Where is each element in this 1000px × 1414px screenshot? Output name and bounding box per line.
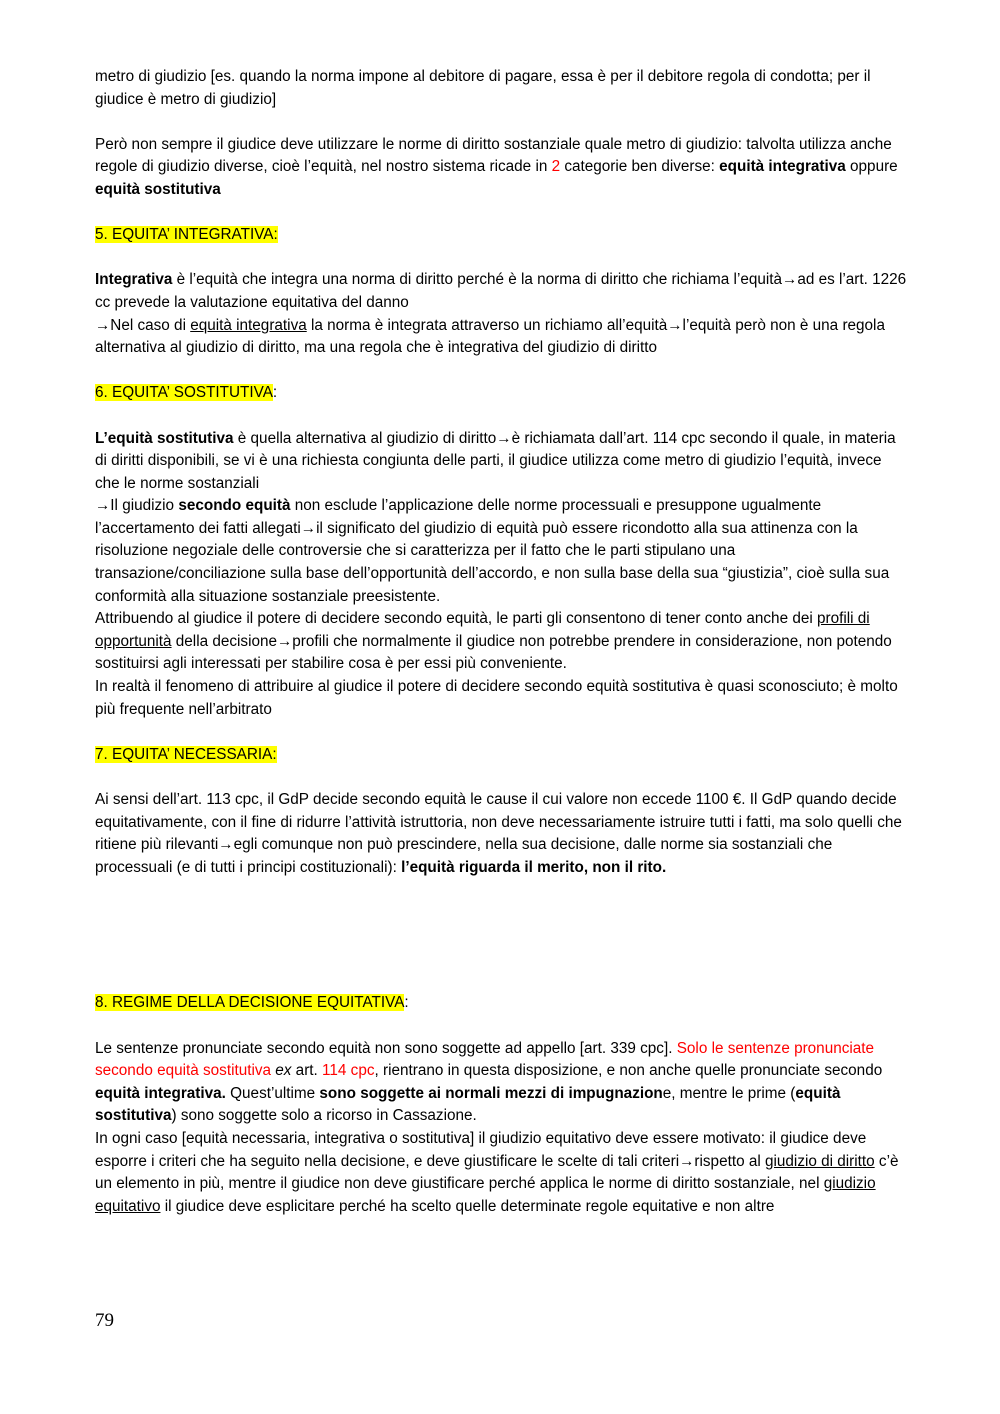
- section6-paragraph-3: Attribuendo al giudice il potere di decidere secondo equità, le parti gli consentono di tener conto anche dei profili di opportunità della decisione→profili che normalmente il giudice non potrebbe prendere in considerazione, non potendo sostituirsi agli interessati per stabilire cosa è per essi più conveniente.: [95, 610, 892, 673]
- heading-7: 7. EQUITA’ NECESSARIA:: [95, 745, 277, 763]
- heading-6: 6. EQUITA’ SOSTITUTIVA:: [95, 384, 278, 402]
- heading-8: 8. REGIME DELLA DECISIONE EQUITATIVA:: [95, 994, 409, 1012]
- section7-paragraph-1: Ai sensi dell’art. 113 cpc, il GdP decide secondo equità le cause il cui valore non eccede 1100 €. Il GdP quando decide equitativamente, con il fine di ridurre l’attività istruttoria, non deve necessariamente istruire tutti i fatti, ma solo quelli che ritiene più rilevanti→egli comunque non può prescindere, nella sua decisione, dalle norme sia sostanziali che processuali (e di tutti i principi costituzionali): l’equità riguarda il merito, non il rito.: [95, 791, 902, 876]
- intro-paragraph: metro di giudizio [es. quando la norma impone al debitore di pagare, essa è per il debitore regola di condotta; per il giudice è metro di giudizio]: [95, 68, 871, 108]
- section5-paragraph-2: →Nel caso di equità integrativa la norma è integrata attraverso un richiamo all’equità→l’equità però non è una regola alternativa al giudizio di diritto, ma una regola che è integrativa del giudizio di diritto: [95, 316, 885, 357]
- page-content: [95, 66, 910, 1218]
- section8-paragraph-1: Le sentenze pronunciate secondo equità non sono soggette ad appello [art. 339 cpc]. Solo le sentenze pronunciate secondo equità sostitutiva ex art. 114 cpc, rientrano in questa disposizione, e non anche quelle pronunciate secondo equità integrativa. Quest’ultime sono soggette ai normali mezzi di impugnazione, mentre le prime (equità sostitutiva) sono soggette solo a ricorso in Cassazione.: [95, 1039, 883, 1125]
- page-number: 79: [95, 1310, 114, 1331]
- section8-paragraph-2: In ogni caso [equità necessaria, integrativa o sostitutiva] il giudizio equitativo deve essere motivato: il giudice deve esporre i criteri che ha seguito nella decisione, e deve giustificare le scelte di tali criteri→rispetto al giudizio di diritto c’è un elemento in più, mentre il giudice non deve giustificare perché applica le norme di diritto sostanziale, nel giudizio equitativo il giudice deve esplicitare perché ha scelto quelle determinate regole equitative e non altre: [95, 1129, 899, 1215]
- section6-paragraph-1: L’equità sostitutiva è quella alternativa al giudizio di diritto→è richiamata dall’art. 114 cpc secondo il quale, in materia di diritti disponibili, se vi è una richiesta congiunta delle parti, il giudice utilizza come metro di giudizio l’equità, invece che le norme sostanziali: [95, 429, 896, 492]
- category-count: 2: [551, 158, 561, 176]
- equita-paragraph: Però non sempre il giudice deve utilizzare le norme di diritto sostanziale quale metro di giudizio: talvolta utilizza anche regole di giudizio diverse, cioè l’equità, nel nostro sistema ricade in 2 categorie ben diverse: equità integrativa oppure equità sostitutiva: [95, 135, 898, 198]
- section6-paragraph-4: In realtà il fenomeno di attribuire al giudice il potere di decidere secondo equità sostitutiva è quasi sconosciuto; è molto più frequente nell’arbitrato: [95, 678, 898, 718]
- section5-paragraph-1: Integrativa è l’equità che integra una norma di diritto perché è la norma di diritto che richiama l’equità→ad es l’art. 1226 cc prevede la valutazione equitativa del danno: [95, 271, 907, 311]
- section6-paragraph-2: →Il giudizio secondo equità non esclude l’applicazione delle norme processuali e presuppone ugualmente l’accertamento dei fatti allegati→il significato del giudizio di equità può essere ricondotto alla sua attinenza con la risoluzione negoziale delle controversie che si caratterizza per il fatto che le parti stipulano una transazione/conciliazione sulla base dell’opportunità dell’accordo, e non sulla base della sua “giustizia”, cioè sulla sua conformità alla situazione sostanziale preesistente.: [95, 497, 890, 605]
- heading-5: 5. EQUITA’ INTEGRATIVA:: [95, 226, 278, 244]
